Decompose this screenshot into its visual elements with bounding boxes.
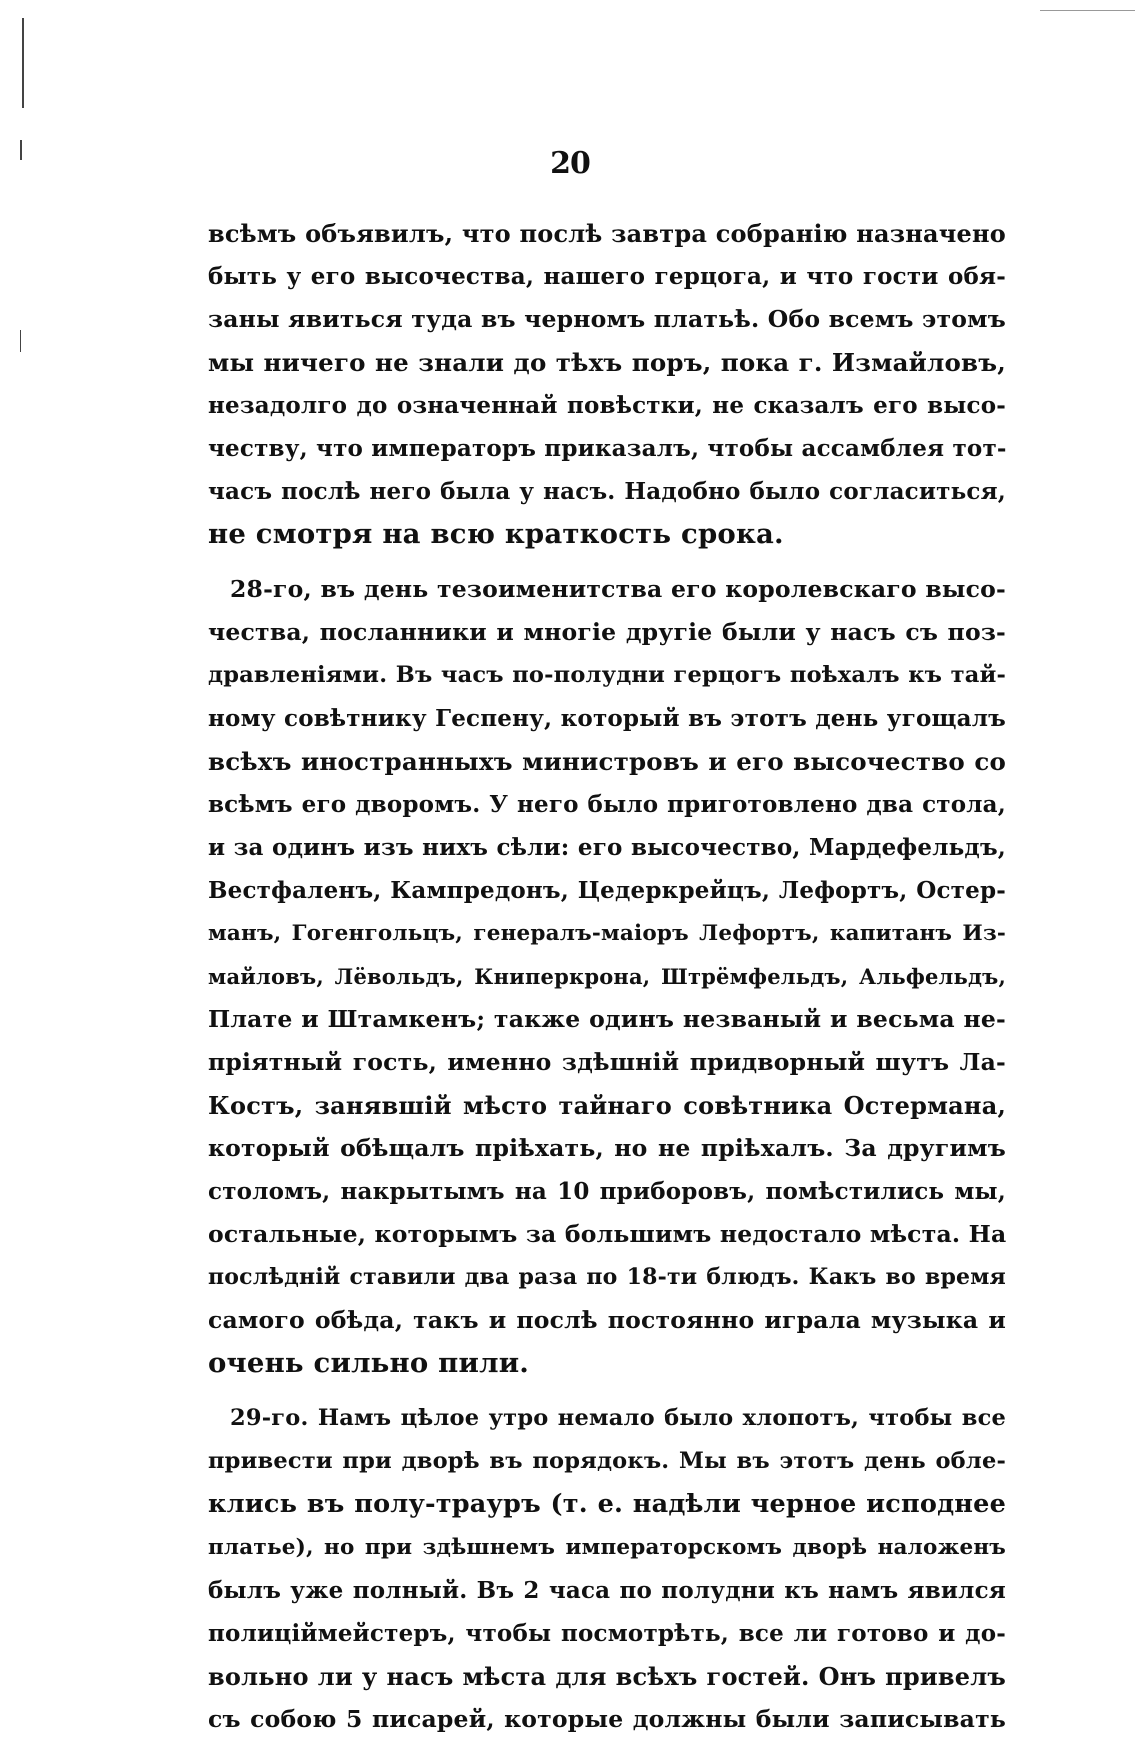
text-line: всѣхъ иностранныхъ министровъ и его высочество со bbox=[208, 747, 1006, 776]
text-line: былъ уже полный. Въ 2 часа по полудни къ намъ явился bbox=[208, 1577, 1006, 1604]
text-line: послѣдній ставили два раза по 18-ти блюдъ. Какъ во время bbox=[208, 1264, 1006, 1290]
text-line: всѣмъ его дворомъ. У него было приготовлено два стола, bbox=[208, 791, 1006, 818]
text-line: быть у его высочества, нашего герцога, и что гости обя- bbox=[208, 263, 1006, 290]
text-line: честву, что императоръ приказалъ, чтобы ассамблея тот- bbox=[208, 435, 1007, 462]
page-number: 20 bbox=[550, 146, 590, 181]
text-line: 29-го. Намъ цѣлое утро немало было хлопотъ, чтобы все bbox=[230, 1405, 1006, 1431]
text-line: заны явиться туда въ черномъ платьѣ. Обо всемъ этомъ bbox=[208, 305, 1006, 333]
body-text bbox=[208, 212, 1006, 1741]
text-line: часъ послѣ него была у насъ. Надобно было согласиться, bbox=[208, 478, 1006, 505]
scan-edge-mark bbox=[1040, 10, 1135, 11]
text-line: съ собою 5 писарей, которые должны были записывать bbox=[208, 1705, 1006, 1733]
text-line: очень сильно пили. bbox=[208, 1347, 530, 1379]
text-line: 28-го, въ день тезоименитства его королевскаго высо- bbox=[230, 575, 1006, 603]
text-line: и за одинъ изъ нихъ сѣли: его высочество, Мардефельдъ, bbox=[208, 834, 1006, 861]
text-line: не смотря на всю краткость срока. bbox=[208, 518, 784, 550]
text-line: вольно ли у насъ мѣста для всѣхъ гостей. Онъ привелъ bbox=[208, 1662, 1006, 1691]
text-line: дравленіями. Въ часъ по-полудни герцогъ поѣхалъ къ тай- bbox=[208, 662, 1006, 688]
text-line: майловъ, Лёвольдъ, Книперкрона, Штрёмфельдъ, Альфельдъ, bbox=[208, 964, 1006, 989]
text-line: незадолго до означеннай повѣстки, не сказалъ его высо- bbox=[208, 392, 1006, 419]
text-line: полиціймейстеръ, чтобы посмотрѣть, все ли готово и до- bbox=[208, 1620, 1006, 1647]
scan-edge-mark bbox=[20, 330, 21, 352]
text-line: ному совѣтнику Геспену, который въ этотъ день угощалъ bbox=[208, 705, 1006, 732]
text-line: мы ничего не знали до тѣхъ поръ, пока г. Измайловъ, bbox=[208, 348, 1006, 377]
text-line: Костъ, занявшій мѣсто тайнаго совѣтника Остермана, bbox=[208, 1091, 1006, 1120]
text-line: Вестфаленъ, Кампредонъ, Цедеркрейцъ, Лефортъ, Остер- bbox=[208, 877, 1006, 904]
text-line: пріятный гость, именно здѣшній придворный шутъ Ла- bbox=[208, 1048, 1006, 1076]
text-line: клись въ полу-трауръ (т. е. надѣли черное исподнее bbox=[208, 1489, 1006, 1519]
text-line: самого обѣда, такъ и послѣ постоянно играла музыка и bbox=[208, 1306, 1006, 1334]
text-line: Плате и Штамкенъ; также одинъ незваный и весьма не- bbox=[208, 1005, 1006, 1033]
text-line: привести при дворѣ въ порядокъ. Мы въ этотъ день обле- bbox=[208, 1448, 1006, 1474]
text-line: столомъ, накрытымъ на 10 приборовъ, помѣстились мы, bbox=[208, 1178, 1006, 1205]
scan-edge-mark bbox=[22, 18, 24, 108]
text-line: манъ, Гогенгольцъ, генералъ-маіоръ Лефортъ, капитанъ Из- bbox=[208, 921, 1006, 946]
text-line: который обѣщалъ пріѣхать, но не пріѣхалъ. За другимъ bbox=[208, 1134, 1006, 1162]
text-line: всѣмъ объявилъ, что послѣ завтра собранію назначено bbox=[208, 219, 1006, 248]
text-line: платье), но при здѣшнемъ императорскомъ дворѣ наложенъ bbox=[208, 1535, 1006, 1560]
text-line: чества, посланники и многіе другіе были у насъ съ поз- bbox=[208, 618, 1006, 646]
text-line: остальные, которымъ за большимъ недостало мѣста. На bbox=[208, 1220, 1007, 1248]
